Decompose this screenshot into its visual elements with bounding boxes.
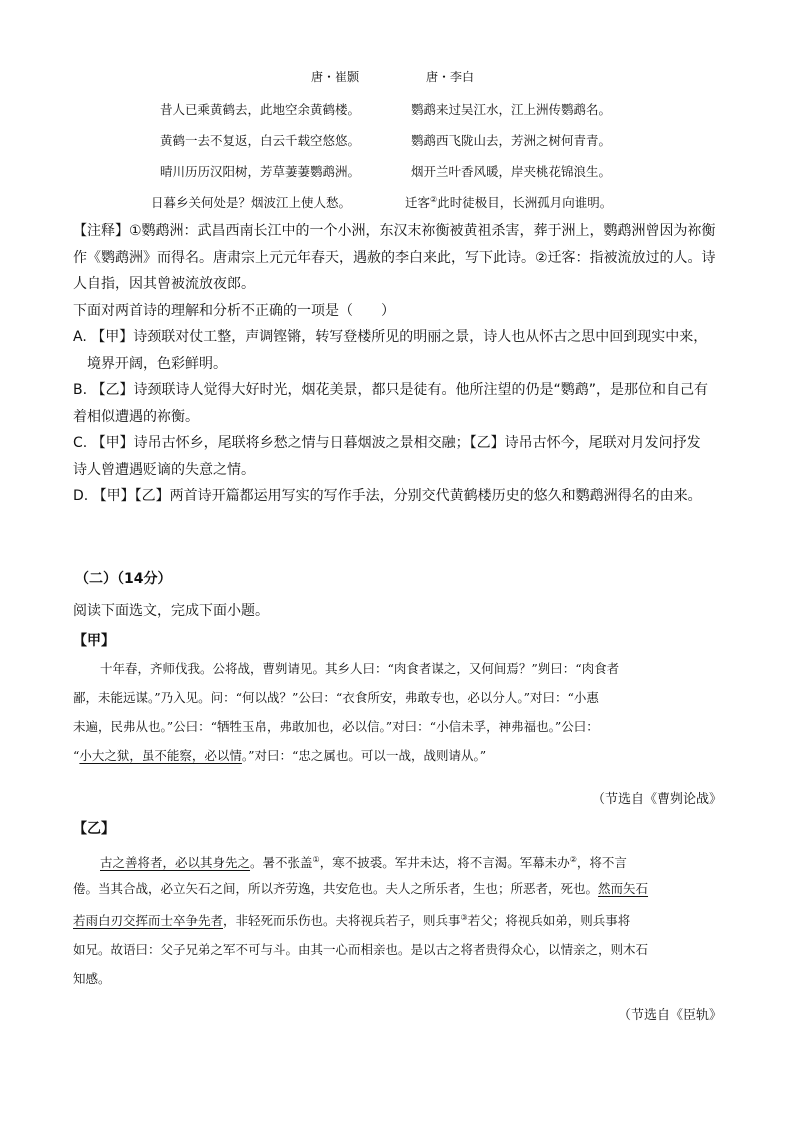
passage-jia-source: （节选自《曹刿论战》 (591, 792, 722, 807)
passage-text: ，寒不披裘。军井未达，将不言渴。军幕未办 (319, 855, 570, 871)
poem-yi-author: 唐・李白 (426, 70, 475, 84)
poem-yi-line: 鹦鹉西飞陇山去，芳洲之树何青青。 (411, 133, 612, 148)
poem-line (0, 162, 794, 180)
passage-line: 十年春，齐师伐我。公将战，曹刿请见。其乡人曰：“肉食者谋之，又何间焉？”刿曰：“肉食者 (100, 661, 620, 676)
passage-jia (73, 654, 723, 683)
note-line: 【注释】①鹦鹉洲：武昌西南长江中的一个小洲，东汉末祢衡被黄祖杀害，葬于洲上，鹦鹉洲曾因为祢衡 (73, 223, 716, 239)
option-c-cont: 诗人曾遭遇贬谪的失意之情。 (73, 461, 255, 478)
passage-jia-label: 【甲】 (73, 633, 115, 649)
passage-line (73, 874, 723, 903)
poem-line (0, 131, 794, 149)
passage-line: 鄙，未能远谋。”乃入见。问：“何以战？”公曰：“衣食所安，弗敢专也，必以分人。”对曰：“小惠 (73, 690, 599, 705)
poem-yi-text: 此时徒极目，长洲孤月向谁明。 (437, 195, 613, 210)
passage-yi (73, 874, 723, 993)
poem-jia-line: 晴川历历汉阳树，芳草萋萋鹦鹉洲。 (160, 164, 361, 179)
passage-jia (73, 683, 723, 770)
option-b: B. 【乙】诗颈联诗人觉得大好时光，烟花美景，都只是徒有。他所注望的仍是“鹦鹉”，是那位和自己有 (73, 382, 709, 398)
passage-line: 知感。 (73, 971, 111, 987)
passage-yi (73, 845, 723, 877)
passage-line (73, 845, 723, 877)
poem-line (0, 193, 794, 211)
passage-line: 未遍，民弗从也。”公曰：“牺牲玉帛，弗敢加也，必以信。”对曰：“小信未孚，神弗福也。”公曰： (73, 719, 599, 734)
section-heading: （二）（14分） (75, 571, 172, 587)
passage-text: 。”对曰：“忠之属也。可以一战，战则请从。” (241, 748, 487, 763)
poem-yi-line (405, 193, 612, 211)
poem-jia-author: 唐・崔颢 (311, 70, 360, 84)
passage-line (73, 903, 723, 935)
passage-line: 如兄。故语曰：父子兄弟之军不可与斗。由其一心而相亲也。是以古之将者贵得众心，以情亲之，则木石 (73, 942, 649, 958)
poem-yi-text: 迁客 (405, 195, 431, 210)
option-b-cont: 着相似遭遇的祢衡。 (73, 408, 199, 425)
underlined-sentence: 若雨白刃交挥而士卒争先者 (73, 913, 224, 929)
underlined-sentence: 小大之狱，虽不能察，必以情 (79, 748, 242, 763)
passage-text: ，非轻死而乐伤也。夫将视兵若子，则兵事 (223, 913, 461, 929)
poem-jia-line: 昔人已乘黄鹤去，此地空余黄鹤楼。 (160, 102, 361, 117)
notes-and-question (73, 218, 723, 510)
note-line: 作《鹦鹉洲》而得名。唐肃宗上元元年春天，遇赦的李白来此，写下此诗。②迁客：指被流放过的人。诗 (73, 249, 716, 266)
poem-line (0, 100, 794, 118)
passage-text: 若父；将视兵如弟，则兵事将 (467, 913, 631, 929)
underlined-sentence: 古之善将者，必以其身先之 (100, 855, 251, 871)
section-instruction: 阅读下面选文，完成下面小题。 (73, 603, 269, 619)
footnote-marker: ③ (460, 913, 468, 922)
quote-mark: “ (73, 748, 80, 763)
option-a-cont: 境界开阔，色彩鲜明。 (87, 355, 227, 372)
passage-text: 。暑不张盖 (250, 855, 313, 871)
poem-jia-line: 日暮乡关何处是？烟波江上使人愁。 (151, 195, 352, 210)
poem-authors (0, 68, 794, 86)
question-stem: 下面对两首诗的理解和分析不正确的一项是（ ） (73, 302, 395, 319)
passage-line (73, 741, 723, 770)
option-a: A. 【甲】诗颈联对仗工整，声调铿锵，转写登楼所见的明丽之景，诗人也从怀古之思中回到现实中来， (73, 329, 708, 345)
footnote-marker: ① (312, 855, 320, 864)
option-d: D. 【甲】【乙】两首诗开篇都运用写实的写作手法，分别交代黄鹤楼历史的悠久和鹦鹉洲得名的由来。 (73, 488, 702, 504)
passage-text: 倦。当其合战，必立矢石之间，所以齐劳逸，共安危也。夫人之所乐者，生也；所恶者，死也。 (73, 881, 599, 896)
underlined-sentence: 然而矢石 (598, 881, 649, 896)
note-line: 人自指，因其曾被流放夜郎。 (73, 276, 255, 292)
footnote-marker: ② (569, 855, 577, 864)
poem-yi-line: 烟开兰叶香风暖，岸夹桃花锦浪生。 (411, 164, 612, 179)
poem-yi-line: 鹦鹉来过吴江水，江上洲传鹦鹉名。 (411, 102, 612, 117)
passage-yi-label: 【乙】 (73, 821, 115, 837)
option-c: C. 【甲】诗吊古怀乡，尾联将乡愁之情与日暮烟波之景相交融；【乙】诗吊古怀今，尾联对月发问抒发 (73, 435, 701, 451)
passage-text: ，将不言 (576, 855, 627, 871)
poem-jia-line: 黄鹤一去不复返，白云千载空悠悠。 (160, 133, 361, 148)
footnote-marker: ② (430, 194, 438, 204)
passage-yi-source: （节选自《臣轨》 (617, 1008, 722, 1023)
